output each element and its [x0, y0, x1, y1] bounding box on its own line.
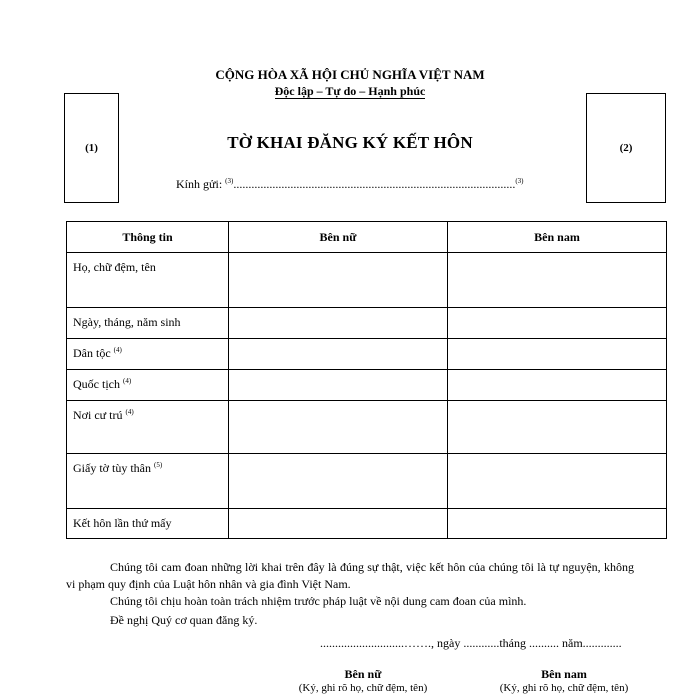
header-female: Bên nữ	[229, 222, 448, 253]
female-cell[interactable]	[229, 509, 448, 539]
signature-female-note: (Ký, ghi rõ họ, chữ đệm, tên)	[298, 682, 428, 694]
row-label	[67, 401, 229, 454]
row-note: (4)	[125, 408, 134, 416]
table-row	[67, 370, 667, 401]
row-label	[67, 253, 229, 308]
male-cell[interactable]	[448, 370, 667, 401]
info-table	[66, 221, 667, 539]
table-row	[67, 401, 667, 454]
national-title: CỘNG HÒA XÃ HỘI CHỦ NGHĨA VIỆT NAM	[215, 67, 485, 82]
header-info: Thông tin	[67, 222, 229, 253]
row-label-text: Họ, chữ đệm, tên	[73, 260, 156, 274]
date-line[interactable]: ............................……., ngày ............tháng .......... năm.............	[320, 636, 622, 650]
female-cell[interactable]	[229, 370, 448, 401]
motto	[0, 84, 700, 99]
female-cell[interactable]	[229, 401, 448, 454]
signature-male-title: Bên nam	[541, 667, 587, 681]
female-cell[interactable]	[229, 308, 448, 339]
table-row	[67, 308, 667, 339]
signature-male-note: (Ký, ghi rõ họ, chữ đệm, tên)	[499, 682, 629, 694]
male-cell[interactable]	[448, 401, 667, 454]
signature-female	[273, 667, 453, 694]
male-cell[interactable]	[448, 308, 667, 339]
male-cell[interactable]	[448, 509, 667, 539]
row-label-text: Nơi cư trú	[73, 408, 123, 422]
female-cell[interactable]	[229, 339, 448, 370]
header-male: Bên nam	[448, 222, 667, 253]
female-cell[interactable]	[229, 253, 448, 308]
row-label	[67, 454, 229, 509]
row-label-text: Kết hôn lần thứ mấy	[73, 516, 172, 530]
row-label-text: Dân tộc	[73, 346, 111, 360]
table-row	[67, 454, 667, 509]
kinh-gui-label: Kính gửi:	[176, 177, 223, 191]
table-row	[67, 339, 667, 370]
signature-male	[474, 667, 654, 694]
row-label-text: Giấy tờ tùy thân	[73, 461, 151, 475]
kinh-gui-note-open: (3)	[225, 177, 234, 185]
row-label-text: Quốc tịch	[73, 377, 120, 391]
declaration-paragraph-3: Đề nghị Quý cơ quan đăng ký.	[110, 613, 258, 627]
row-note: (4)	[113, 346, 122, 354]
table-row	[67, 253, 667, 308]
row-note: (4)	[123, 377, 132, 385]
motto-text: Độc lập – Tự do – Hạnh phúc	[274, 84, 426, 98]
row-label	[67, 308, 229, 339]
row-label	[67, 339, 229, 370]
kinh-gui-line	[176, 177, 524, 192]
male-cell[interactable]	[448, 454, 667, 509]
table-header-row	[67, 222, 667, 253]
table-row	[67, 509, 667, 539]
form-title: TỜ KHAI ĐĂNG KÝ KẾT HÔN	[227, 133, 473, 152]
row-note: (5)	[154, 461, 163, 469]
female-cell[interactable]	[229, 454, 448, 509]
male-cell[interactable]	[448, 339, 667, 370]
kinh-gui-field[interactable]: ..............................................................................................	[233, 177, 516, 191]
signature-female-title: Bên nữ	[344, 667, 382, 681]
photo-label-female: (1)	[85, 142, 98, 154]
photo-label-male: (2)	[619, 142, 633, 154]
row-label-text: Ngày, tháng, năm sinh	[73, 315, 181, 329]
row-label	[67, 370, 229, 401]
declaration-paragraph-1: Chúng tôi cam đoan những lời khai trên đây là đúng sự thật, việc kết hôn của chúng tôi là tự nguyện, không vi phạm quy định của Luật hôn nhân và gia đình Việt Nam.	[66, 560, 634, 591]
male-cell[interactable]	[448, 253, 667, 308]
declaration-paragraph-2: Chúng tôi chịu hoàn toàn trách nhiệm trước pháp luật về nội dung cam đoan của mình.	[110, 594, 527, 608]
row-label	[67, 509, 229, 539]
kinh-gui-note-close: (3)	[515, 177, 524, 185]
